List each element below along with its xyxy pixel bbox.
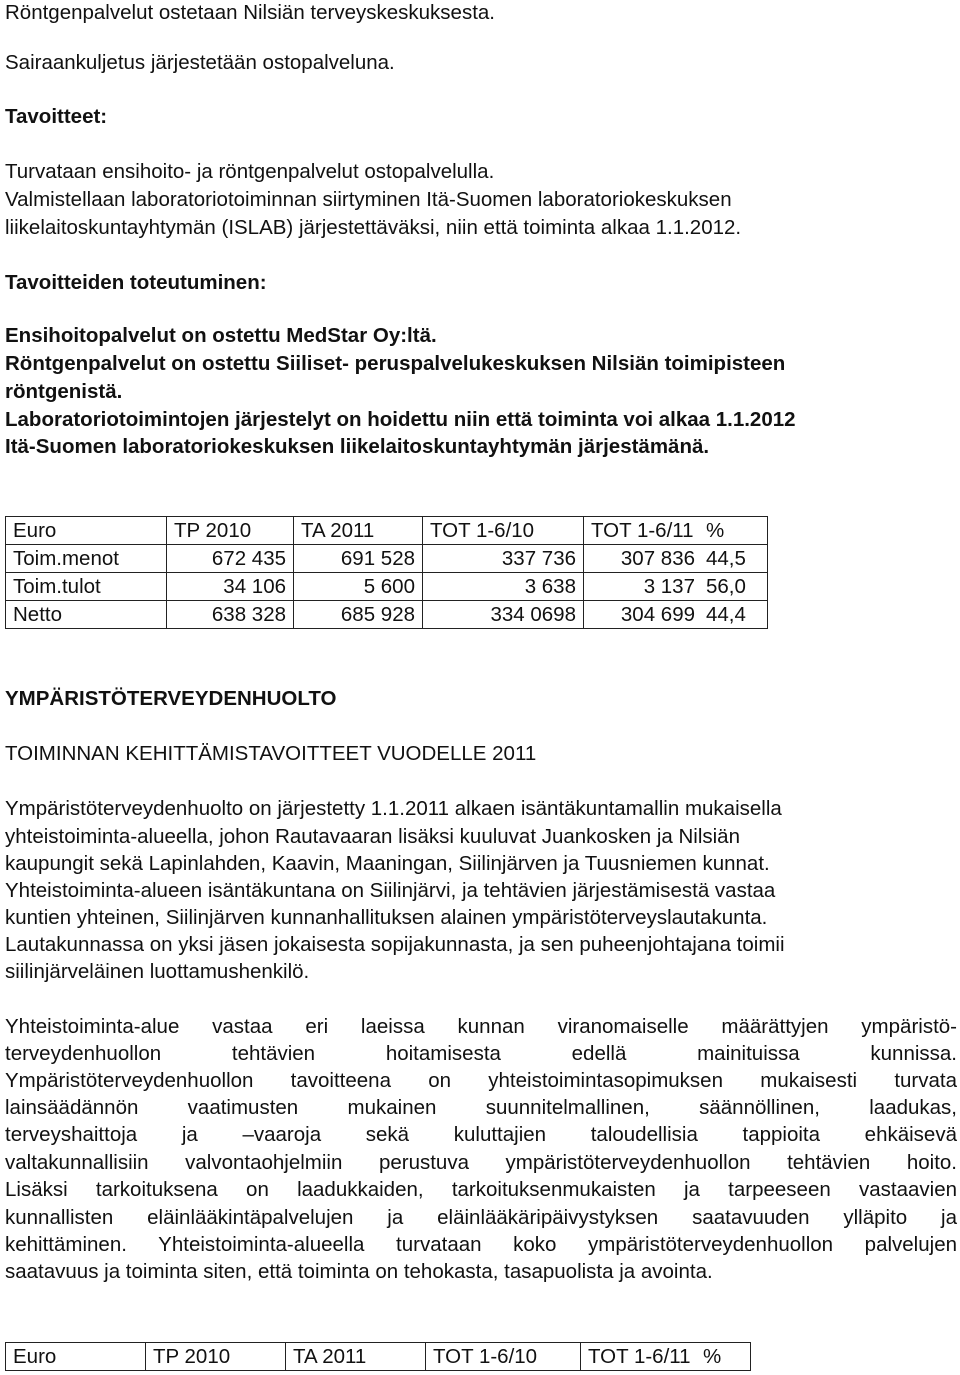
paragraph2-line: terveyshaittoja ja –vaaroja sekä kuluttajien taloudellisia tappioita ehkäisevä [5, 1123, 957, 1146]
table-cell: 56,0 [702, 573, 768, 601]
table-cell: 44,5 [702, 545, 768, 573]
table-cell: 337 736 [423, 545, 584, 573]
realization-line-2: Röntgenpalvelut on ostettu Siiliset- peruspalvelukeskuksen Nilsiän toimipisteen [5, 352, 786, 375]
paragraph1-line: yhteistoiminta-alueella, johon Rautavaaran lisäksi kuuluvat Juankosken ja Nilsiän [5, 825, 740, 848]
section-subtitle: TOIMINNAN KEHITTÄMISTAVOITTEET VUODELLE 2011 [5, 742, 537, 765]
table-header-cell: Euro [6, 1343, 146, 1371]
table-cell: 691 528 [294, 545, 423, 573]
table-row [6, 545, 768, 573]
paragraph1-line: kaupungit sekä Lapinlahden, Kaavin, Maaningan, Siilinjärven ja Tuusniemen kunnat. [5, 852, 770, 875]
intro-line-1: Röntgenpalvelut ostetaan Nilsiän terveyskeskuksesta. [5, 1, 495, 24]
paragraph2-line: Yhteistoiminta-alue vastaa eri laeissa kunnan viranomaiselle määrättyjen ympäristö- [5, 1015, 957, 1038]
table-cell: 638 328 [167, 601, 294, 629]
goals-line-1: Turvataan ensihoito- ja röntgenpalvelut ostopalvelulla. [5, 160, 495, 183]
table-cell: Netto [6, 601, 167, 629]
table-header-cell: TOT 1-6/11 [581, 1343, 700, 1371]
realization-line-4: Laboratoriotoimintojen järjestelyt on hoidettu niin että toiminta voi alkaa 1.1.2012 [5, 408, 796, 431]
section-title: YMPÄRISTÖTERVEYDENHUOLTO [5, 687, 337, 710]
table-header-row [6, 517, 768, 545]
paragraph2-line: kunnallisten eläinlääkintäpalvelujen ja eläinlääkäripäivystyksen saatavuuden ylläpito ja [5, 1206, 957, 1229]
table-row [6, 573, 768, 601]
paragraph2-line: Ympäristöterveydenhuollon tavoitteena on yhteistoimintasopimuksen mukaisesti turvata [5, 1069, 957, 1092]
table-cell: 44,4 [702, 601, 768, 629]
table-cell: 307 836 [584, 545, 703, 573]
table-cell: 5 600 [294, 573, 423, 601]
table-header-cell: % [699, 1343, 751, 1371]
goals-line-2: Valmistellaan laboratoriotoiminnan siirtyminen Itä-Suomen laboratoriokeskuksen [5, 188, 732, 211]
finance-table-2 [5, 1342, 751, 1371]
goals-line-3: liikelaitoskuntayhtymän (ISLAB) järjestettäväksi, niin että toiminta alkaa 1.1.2012. [5, 216, 742, 239]
paragraph1-line: siilinjärveläinen luottamushenkilö. [5, 960, 310, 983]
goals-heading: Tavoitteet: [5, 105, 108, 128]
table-header-cell: TOT 1-6/11 [584, 517, 703, 545]
paragraph2-line: kehittäminen. Yhteistoiminta-alueella turvataan koko ympäristöterveydenhuollon palvelujen [5, 1233, 957, 1256]
table-cell: 334 0698 [423, 601, 584, 629]
table-cell: 3 137 [584, 573, 703, 601]
table-header-cell: Euro [6, 517, 167, 545]
paragraph1-line: Ympäristöterveydenhuolto on järjestetty 1.1.2011 alkaen isäntäkuntamallin mukaisella [5, 797, 782, 820]
table-header-cell: % [702, 517, 768, 545]
paragraph1-line: Lautakunnassa on yksi jäsen jokaisesta sopijakunnasta, ja sen puheenjohtajana toimii [5, 933, 785, 956]
table-header-cell: TP 2010 [167, 517, 294, 545]
realization-heading: Tavoitteiden toteutuminen: [5, 271, 267, 294]
realization-line-1: Ensihoitopalvelut on ostettu MedStar Oy:ltä. [5, 324, 437, 347]
paragraph2-line: valtakunnallisiin valvontaohjelmiin perustuva ympäristöterveydenhuollon tehtävien hoito. [5, 1151, 957, 1174]
paragraph2-line: Lisäksi tarkoituksena on laadukkaiden, tarkoituksenmukaisten ja tarpeeseen vastaavien [5, 1178, 957, 1201]
paragraph2-line: saatavuus ja toiminta siten, että toiminta on tehokasta, tasapuolista ja avointa. [5, 1260, 713, 1283]
table-header-cell: TOT 1-6/10 [426, 1343, 581, 1371]
table-cell: 34 106 [167, 573, 294, 601]
table-header-cell: TP 2010 [146, 1343, 286, 1371]
intro-line-2: Sairaankuljetus järjestetään ostopalveluna. [5, 51, 395, 74]
table-header-row [6, 1343, 751, 1371]
realization-line-3: röntgenistä. [5, 380, 123, 403]
table-cell: 685 928 [294, 601, 423, 629]
table-cell: 672 435 [167, 545, 294, 573]
paragraph1-line: kuntien yhteinen, Siilinjärven kunnanhallituksen alainen ympäristöterveyslautakunta. [5, 906, 768, 929]
realization-line-5: Itä-Suomen laboratoriokeskuksen liikelaitoskuntayhtymän järjestämänä. [5, 435, 710, 458]
table-cell: Toim.tulot [6, 573, 167, 601]
paragraph2-line: lainsäädännön vaatimusten mukainen suunnitelmallinen, säännöllinen, laadukas, [5, 1096, 957, 1119]
paragraph2-line: terveydenhuollon tehtävien hoitamisesta edellä mainituissa kunnissa. [5, 1042, 957, 1065]
finance-table [5, 516, 768, 629]
table-row [6, 601, 768, 629]
paragraph1-line: Yhteistoiminta-alueen isäntäkuntana on Siilinjärvi, ja tehtävien järjestämisestä vastaa [5, 879, 776, 902]
table-header-cell: TA 2011 [294, 517, 423, 545]
table-header-cell: TA 2011 [286, 1343, 426, 1371]
table-cell: 3 638 [423, 573, 584, 601]
table-cell: 304 699 [584, 601, 703, 629]
table-header-cell: TOT 1-6/10 [423, 517, 584, 545]
table-cell: Toim.menot [6, 545, 167, 573]
